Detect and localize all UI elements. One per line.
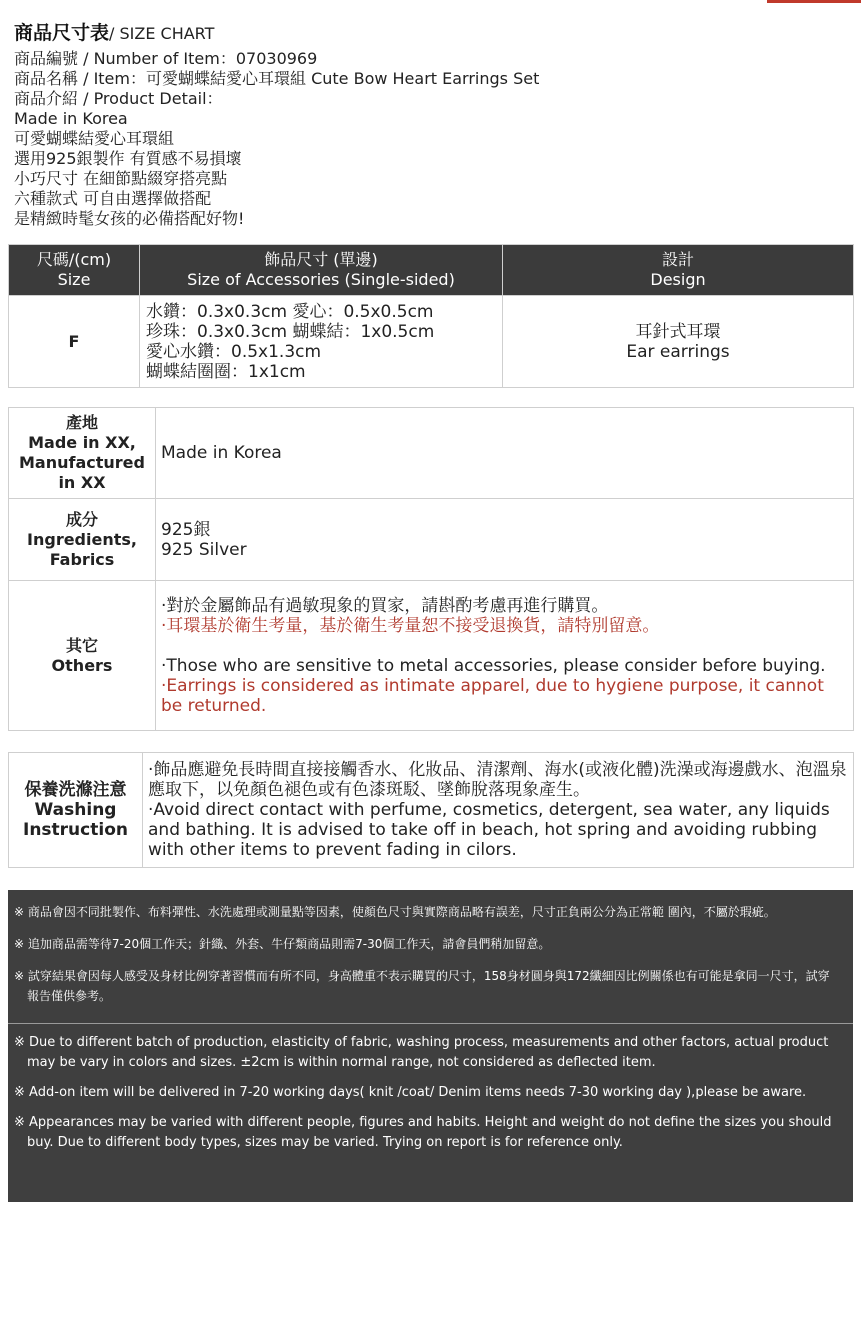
item-number: 商品編號 / Number of Item：07030969 (14, 49, 318, 68)
design-value: 耳針式耳環 Ear earrings (503, 296, 854, 388)
table-row (9, 581, 854, 731)
detail-line: 可愛蝴蝶結愛心耳環組 (14, 129, 175, 148)
detail-line: 小巧尺寸 在細節點綴穿搭亮點 (14, 169, 228, 188)
others-value (156, 581, 854, 731)
header-design: 設計 Design (503, 245, 854, 296)
notes-zh (8, 890, 853, 1024)
detail-line: 是精緻時髦女孩的必備搭配好物! (14, 209, 245, 228)
page-title (14, 22, 844, 45)
note-item: ※ Appearances may be varied with different people, figures and habits. Height and weight do not define the sizes you should buy. Due to different body types, sizes may be varied. Trying on report is for reference only. (14, 1115, 832, 1150)
accent-bar (767, 0, 861, 3)
washing-value (143, 753, 854, 868)
table-row (9, 408, 854, 499)
details-table (8, 407, 854, 731)
title-zh: 商品尺寸表 (14, 22, 110, 44)
others-label: 其它 Others (9, 581, 156, 731)
note-item: ※ Add-on item will be delivered in 7-20 working days( knit /coat/ Denim items needs 7-30 working day ),please be aware. (14, 1085, 807, 1100)
note-item: ※ 試穿結果會因每人感受及身材比例穿著習慣而有所不同，身高體重不表示購買的尺寸，158身材圓身與172纖細因比例關係也有可能是拿同一尺寸，試穿報告僅供參考。 (14, 969, 830, 1003)
origin-value: Made in Korea (156, 408, 854, 499)
notice-hygiene-en: ·Earrings is considered as intimate apparel, due to hygiene purpose, it cannot be returned. (161, 675, 824, 716)
product-detail-label: 商品介紹 / Product Detail： (14, 89, 223, 108)
fabric-value: 925銀 925 Silver (156, 499, 854, 581)
washing-en: ·Avoid direct contact with perfume, cosmetics, detergent, sea water, any liquids and bathing. It is advised to take off in beach, hot spring and avoiding rubbing with other items to prevent fading in cilors. (148, 800, 830, 860)
item-name: 商品名稱 / Item：可愛蝴蝶結愛心耳環組 Cute Bow Heart Earrings Set (14, 69, 540, 88)
detail-line: Made in Korea (14, 109, 128, 128)
washing-zh: ·飾品應避免長時間直接接觸香水、化妝品、清潔劑、海水(或液化體)洗澡或海邊戲水、泡溫泉應取下，以免顏色褪色或有色漆斑駁、墜飾脫落現象產生。 (148, 760, 847, 800)
detail-line: 選用925銀製作 有質感不易損壞 (14, 149, 242, 168)
title-en: / SIZE CHART (109, 24, 215, 43)
size-table-header (9, 245, 854, 296)
header-size: 尺碼/(cm) Size (9, 245, 140, 296)
size-table (8, 244, 854, 388)
notes-en (8, 1024, 853, 1153)
product-info (14, 49, 844, 229)
detail-line: 六種款式 可自由選擇做搭配 (14, 189, 212, 208)
notes-panel (8, 890, 853, 1202)
header-accessories: 飾品尺寸 (單邊) Size of Accessories (Single-sided) (140, 245, 503, 296)
notice-allergy-en: ·Those who are sensitive to metal accessories, please consider before buying. (161, 655, 826, 676)
washing-label: 保養洗滌注意 Washing Instruction (9, 753, 143, 868)
product-header (14, 22, 844, 229)
note-item: ※ 商品會因不同批製作、布料彈性、水洗處理或測量點等因素，使顏色尺寸與實際商品略有誤差，尺寸正負兩公分為正常範 圍內，不屬於瑕疵。 (14, 905, 776, 919)
table-row (9, 499, 854, 581)
accessory-sizes: 水鑽：0.3x0.3cm 愛心：0.5x0.5cm 珍珠：0.3x0.3cm 蝴蝶結：1x0.5cm 愛心水鑽：0.5x1.3cm 蝴蝶結圈圈：1x1cm (140, 296, 503, 388)
note-item: ※ Due to different batch of production, elasticity of fabric, washing process, measurements and other factors, actual product may be vary in colors and sizes. ±2cm is within normal range, not considered as deflected item. (14, 1035, 829, 1070)
note-item: ※ 追加商品需等待7-20個工作天；針織、外套、牛仔類商品則需7-30個工作天，請會員們稍加留意。 (14, 937, 551, 951)
origin-label: 產地 Made in XX, Manufactured in XX (9, 408, 156, 499)
notice-allergy-zh: ·對於金屬飾品有過敏現象的買家，請斟酌考慮再進行購買。 (161, 595, 609, 616)
notice-hygiene-zh: ·耳環基於衛生考量，基於衛生考量恕不接受退換貨，請特別留意。 (161, 615, 660, 636)
size-value: F (9, 296, 140, 388)
table-row (9, 296, 854, 388)
fabric-label: 成分 Ingredients, Fabrics (9, 499, 156, 581)
table-row (9, 753, 854, 868)
washing-table (8, 752, 854, 868)
